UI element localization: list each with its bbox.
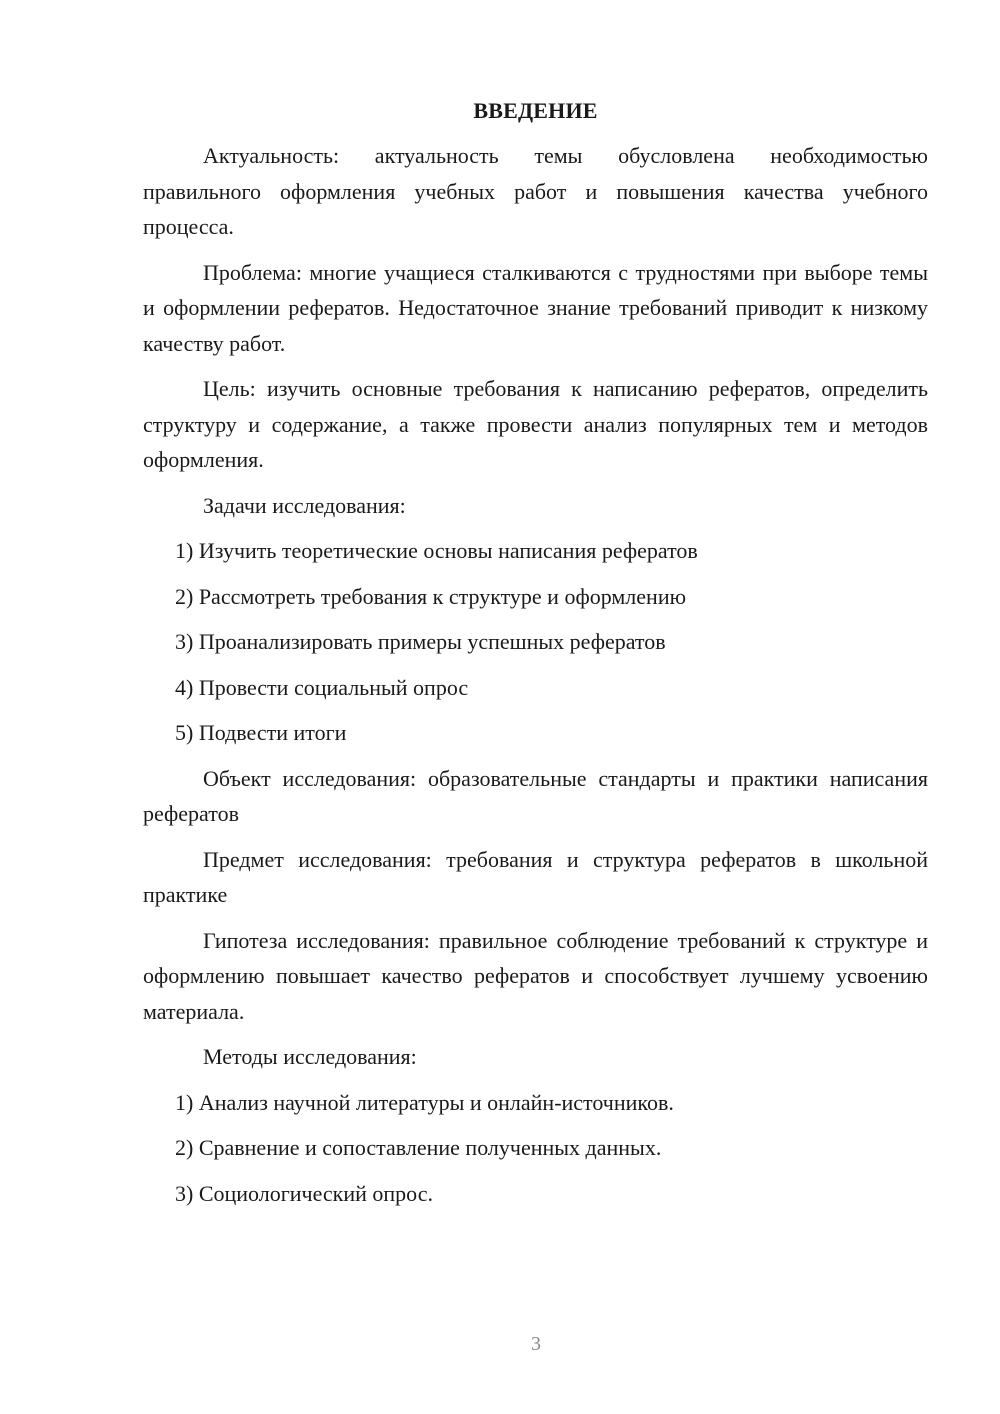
methods-heading: Методы исследования: [203,1044,417,1069]
task-item: 4) Провести социальный опрос [175,674,469,700]
goal-paragraph: Цель: изучить основные требования к написанию рефератов, определить структуру и содержание, а также провести анализ популярных тем и методов оформления. [143,376,928,472]
document-page [143,95,928,1221]
task-item: 3) Проанализировать примеры успешных рефератов [175,629,666,654]
method-item: 2) Сравнение и сопоставление полученных данных. [175,1135,662,1160]
problem-paragraph: Проблема: многие учащиеся сталкиваются с трудностями при выборе темы и оформлении рефератов. Недостаточное знание требований приводит к низкому качеству работ. [143,259,928,356]
method-item: 1) Анализ научной литературы и онлайн-источников. [175,1089,674,1115]
tasks-list [143,533,928,751]
object-paragraph: Объект исследования: образовательные стандарты и практики написания рефератов [143,765,928,826]
task-item: 5) Подвести итоги [175,720,347,745]
method-item: 3) Социологический опрос. [175,1180,433,1206]
task-item: 1) Изучить теоретические основы написания рефератов [175,538,698,563]
relevance-paragraph: Актуальность: актуальность темы обусловлена необходимостью правильного оформления учебных работ и повышения качества учебного процесса. [143,143,928,239]
hypothesis-paragraph: Гипотеза исследования: правильное соблюдение требований к структуре и оформлению повышает качество рефератов и способствует лучшему усвоению материала. [143,927,928,1024]
page-number: 3 [531,1333,541,1355]
methods-list [143,1085,928,1212]
subject-paragraph: Предмет исследования: требования и структура рефератов в школьной практике [143,846,928,907]
document-title: ВВЕДЕНИЕ [473,98,598,123]
task-item: 2) Рассмотреть требования к структуре и оформлению [175,583,687,609]
tasks-heading: Задачи исследования: [203,492,406,518]
